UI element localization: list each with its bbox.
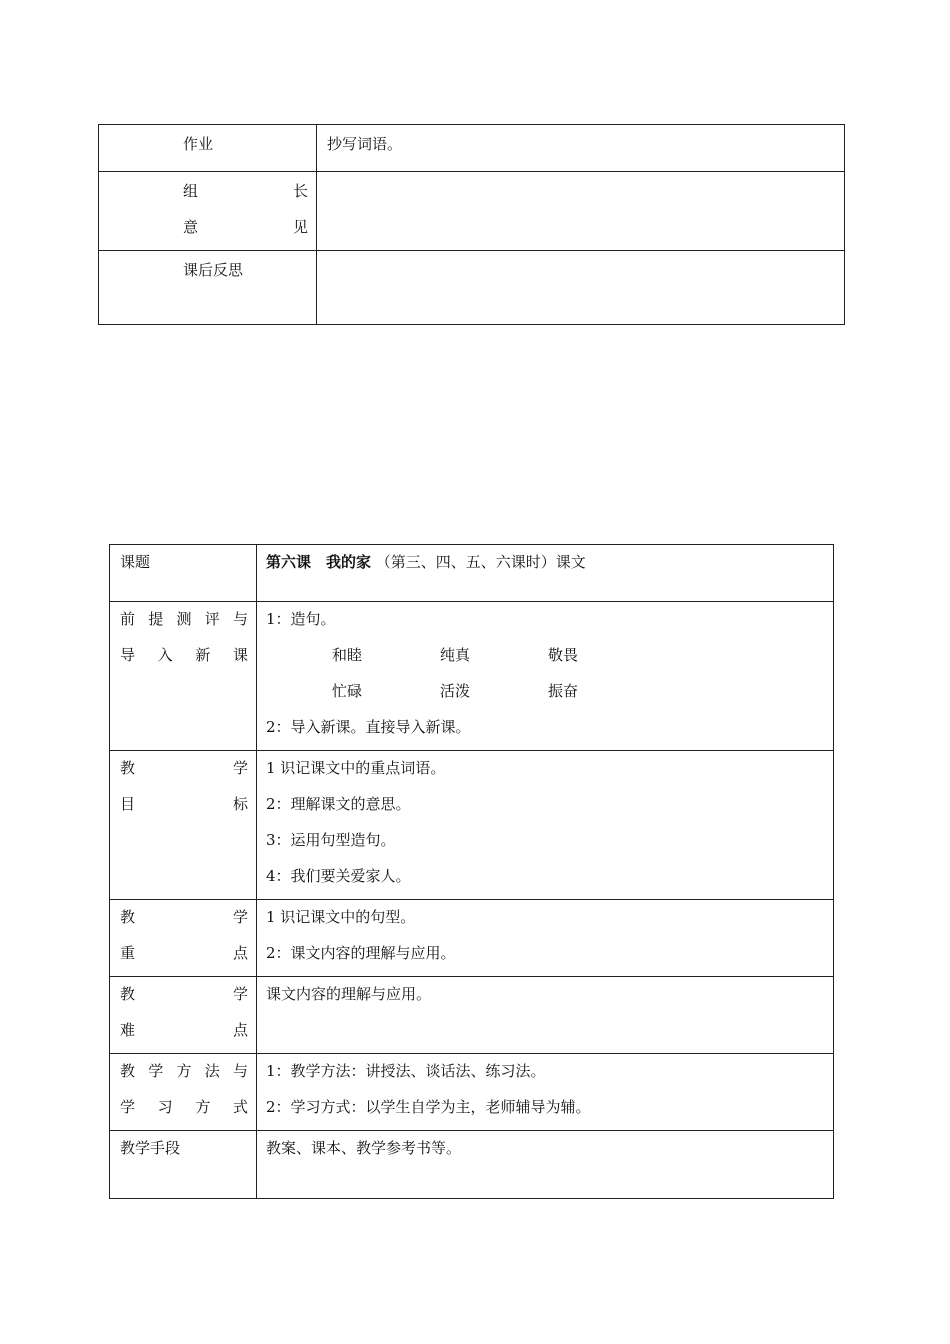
label-char: 提 (148, 610, 164, 628)
vocab-word: 忙碌 (332, 682, 363, 700)
label-char: 学 (232, 759, 248, 777)
label-char: 点 (232, 944, 248, 962)
label-char: 教 (120, 1062, 136, 1080)
title-label-cell (110, 545, 257, 602)
label-char: 教 (120, 759, 136, 777)
homework-value: 抄写词语。 (327, 135, 403, 153)
leader-label (183, 178, 308, 214)
difficulties-label-cell (110, 977, 257, 1054)
goals-label-line-2 (120, 791, 248, 827)
goal-item: 1 识记课文中的重点词语。 (266, 759, 446, 777)
lesson-title-bold: 第六课 我的家 (266, 553, 372, 571)
label-char: 习 (157, 1098, 173, 1116)
label-char: 教 (120, 985, 136, 1003)
label-char: 方 (176, 1062, 192, 1080)
label-char: 标 (232, 795, 248, 813)
label-char: 导 (120, 646, 136, 664)
vocab-word: 活泼 (440, 682, 471, 700)
label-char: 与 (232, 1062, 248, 1080)
label-char: 点 (232, 1021, 248, 1039)
homework-label-cell (99, 125, 317, 172)
label-char: 教 (120, 908, 136, 926)
label-char: 课 (232, 646, 248, 664)
lesson-title (266, 549, 823, 585)
intro-value-cell (257, 602, 834, 751)
opinion-label (183, 214, 308, 250)
key-points-label-line-2 (120, 940, 248, 976)
difficulties-value-cell (257, 977, 834, 1054)
goal-item: 4：我们要关爱家人。 (266, 867, 411, 885)
intro-item-1: 1：造句。 (266, 610, 336, 628)
lesson-plan-table (109, 544, 834, 1199)
opinion-label-char: 意 (183, 218, 199, 236)
means-value-cell (257, 1131, 834, 1199)
label-char: 法 (204, 1062, 220, 1080)
vocab-word: 振奋 (548, 682, 579, 700)
methods-label-line-1 (120, 1058, 248, 1094)
label-char: 式 (232, 1098, 248, 1116)
intro-label-line-1 (120, 606, 248, 642)
homework-table (98, 124, 845, 325)
label-char: 难 (120, 1021, 136, 1039)
homework-value-cell (317, 125, 845, 172)
key-points-label-cell (110, 900, 257, 977)
title-label: 课题 (120, 553, 151, 571)
key-points-value-cell (257, 900, 834, 977)
leader-label-char: 长 (292, 182, 308, 200)
means-label-cell (110, 1131, 257, 1199)
vocab-word: 敬畏 (548, 646, 579, 664)
methods-label-line-2 (120, 1094, 248, 1130)
lesson-title-rest: （第三、四、五、六课时）课文 (375, 553, 586, 571)
leader-opinion-value-cell (317, 172, 845, 251)
vocab-word: 和睦 (332, 646, 363, 664)
vocab-row-1 (266, 642, 823, 678)
leader-label-char: 组 (183, 182, 199, 200)
label-char: 与 (232, 610, 248, 628)
goals-label-line-1 (120, 755, 248, 791)
key-point-item: 1 识记课文中的句型。 (266, 908, 416, 926)
label-char: 重 (120, 944, 136, 962)
reflection-value-cell (317, 251, 845, 325)
label-char: 前 (120, 610, 136, 628)
vocab-word: 纯真 (440, 646, 471, 664)
key-points-label-line-1 (120, 904, 248, 940)
methods-value-cell (257, 1054, 834, 1131)
label-char: 目 (120, 795, 136, 813)
reflection-label-cell (99, 251, 317, 325)
goals-label-cell (110, 751, 257, 900)
label-char: 学 (232, 985, 248, 1003)
method-item: 1：教学方法：讲授法、谈话法、练习法。 (266, 1062, 546, 1080)
label-char: 学 (120, 1098, 136, 1116)
label-char: 入 (157, 646, 173, 664)
homework-label: 作业 (183, 135, 214, 153)
goal-item: 2：理解课文的意思。 (266, 795, 411, 813)
difficulty-item: 课文内容的理解与应用。 (266, 985, 432, 1003)
title-value-cell (257, 545, 834, 602)
label-char: 学 (148, 1062, 164, 1080)
goals-value-cell (257, 751, 834, 900)
vocab-row-2 (266, 678, 823, 714)
key-point-item: 2：课文内容的理解与应用。 (266, 944, 456, 962)
leader-opinion-label-cell (99, 172, 317, 251)
difficulties-label-line-2 (120, 1017, 248, 1053)
label-char: 新 (195, 646, 211, 664)
intro-item-2: 2：导入新课。直接导入新课。 (266, 718, 471, 736)
intro-label-line-2 (120, 642, 248, 678)
opinion-label-char: 见 (292, 218, 308, 236)
reflection-label: 课后反思 (183, 261, 244, 279)
goal-item: 3：运用句型造句。 (266, 831, 396, 849)
intro-label-cell (110, 602, 257, 751)
label-char: 学 (232, 908, 248, 926)
method-item: 2：学习方式：以学生自学为主，老师辅导为辅。 (266, 1098, 591, 1116)
means-label: 教学手段 (120, 1139, 181, 1157)
label-char: 测 (176, 610, 192, 628)
means-value: 教案、课本、教学参考书等。 (266, 1139, 462, 1157)
label-char: 方 (195, 1098, 211, 1116)
label-char: 评 (204, 610, 220, 628)
methods-label-cell (110, 1054, 257, 1131)
difficulties-label-line-1 (120, 981, 248, 1017)
